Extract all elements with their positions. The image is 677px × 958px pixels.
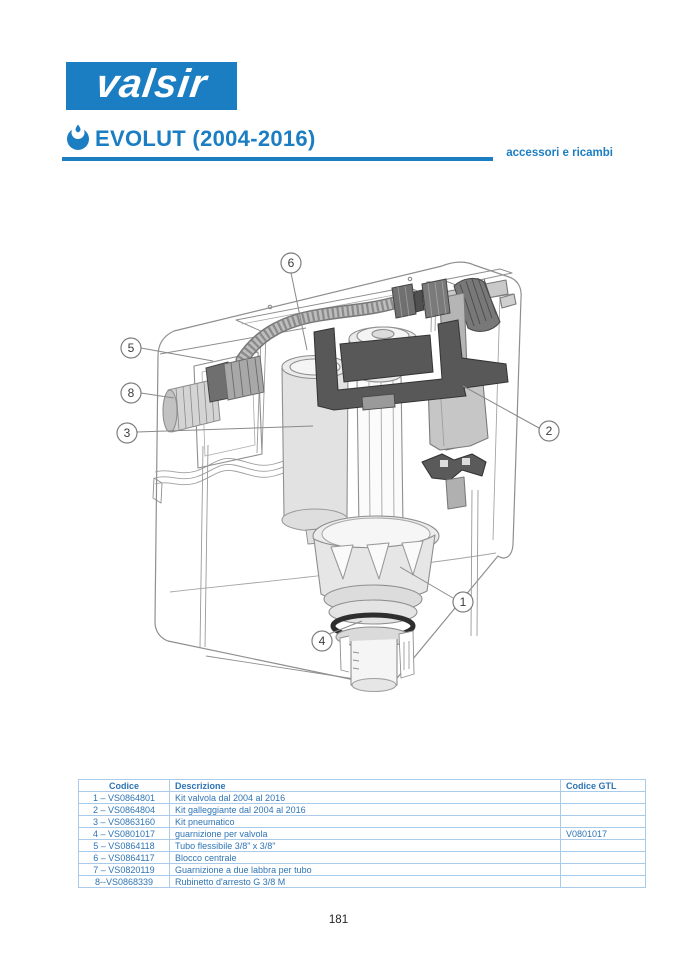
cell-codice-gtl: [561, 852, 646, 864]
cell-descrizione: Guarnizione a due labbra per tubo: [170, 864, 561, 876]
cistern-diagram: [110, 240, 580, 710]
cell-codice-gtl: [561, 816, 646, 828]
callout-2: [539, 421, 559, 441]
svg-text:2: 2: [545, 424, 553, 438]
hose-elbow-nut: [224, 356, 264, 400]
valsir-logo-text: valsir: [93, 61, 211, 106]
col-header-codice: Codice: [79, 780, 170, 792]
cell-codice: 4 – VS0801017: [79, 828, 170, 840]
col-header-descrizione: Descrizione: [170, 780, 561, 792]
table-row: [79, 828, 646, 840]
subtitle: accessori e ricambi: [506, 147, 613, 159]
cell-codice-gtl: V0801017: [561, 828, 646, 840]
cell-codice: 1 – VS0864801: [79, 792, 170, 804]
table-row: [79, 816, 646, 828]
svg-text:1: 1: [459, 595, 467, 609]
exploded-diagram: [110, 240, 580, 710]
col-header-codice-gtl: Codice GTL: [561, 780, 646, 792]
cell-codice: 8--VS0868339: [79, 876, 170, 888]
page-number: 181: [328, 914, 349, 926]
hose-nut-1: [392, 284, 416, 318]
cell-descrizione: Rubinetto d'arresto G 3/8 M: [170, 876, 561, 888]
cell-codice: 3 – VS0863160: [79, 816, 170, 828]
drop-icon: [64, 123, 94, 151]
valsir-logo: [66, 62, 237, 110]
svg-text:6: 6: [287, 256, 295, 270]
cell-descrizione: Blocco centrale: [170, 852, 561, 864]
cell-codice: 7 – VS0820119: [79, 864, 170, 876]
cell-codice-gtl: [561, 792, 646, 804]
page-title: EVOLUT (2004-2016): [95, 126, 316, 151]
svg-text:8: 8: [127, 386, 135, 400]
callout-3: [117, 423, 137, 443]
svg-text:4: 4: [318, 634, 326, 648]
table-row: [79, 792, 646, 804]
table-row: [79, 852, 646, 864]
title-underline: [62, 157, 493, 161]
table-row: [79, 804, 646, 816]
cell-descrizione: Kit pneumatico: [170, 816, 561, 828]
cell-codice-gtl: [561, 804, 646, 816]
callout-8: [121, 383, 141, 403]
cell-codice-gtl: [561, 876, 646, 888]
callout-5: [121, 338, 141, 358]
callout-6: [281, 253, 301, 273]
parts-table: [78, 779, 646, 888]
cell-descrizione: Kit galleggiante dal 2004 al 2016: [170, 804, 561, 816]
table-row: [79, 876, 646, 888]
callout-4: [312, 631, 332, 651]
cell-codice-gtl: [561, 840, 646, 852]
cell-codice: 6 – VS0864117: [79, 852, 170, 864]
cell-codice-gtl: [561, 864, 646, 876]
cell-codice: 2 – VS0864804: [79, 804, 170, 816]
table-row: [79, 864, 646, 876]
cell-codice: 5 – VS0864118: [79, 840, 170, 852]
cell-descrizione: guarnizione per valvola: [170, 828, 561, 840]
svg-text:5: 5: [127, 341, 135, 355]
callout-1: [453, 592, 473, 612]
parts-table-header-row: [79, 780, 646, 792]
svg-text:3: 3: [123, 426, 131, 440]
table-row: [79, 840, 646, 852]
cell-descrizione: Kit valvola dal 2004 al 2016: [170, 792, 561, 804]
cell-descrizione: Tubo flessibile 3/8” x 3/8”: [170, 840, 561, 852]
